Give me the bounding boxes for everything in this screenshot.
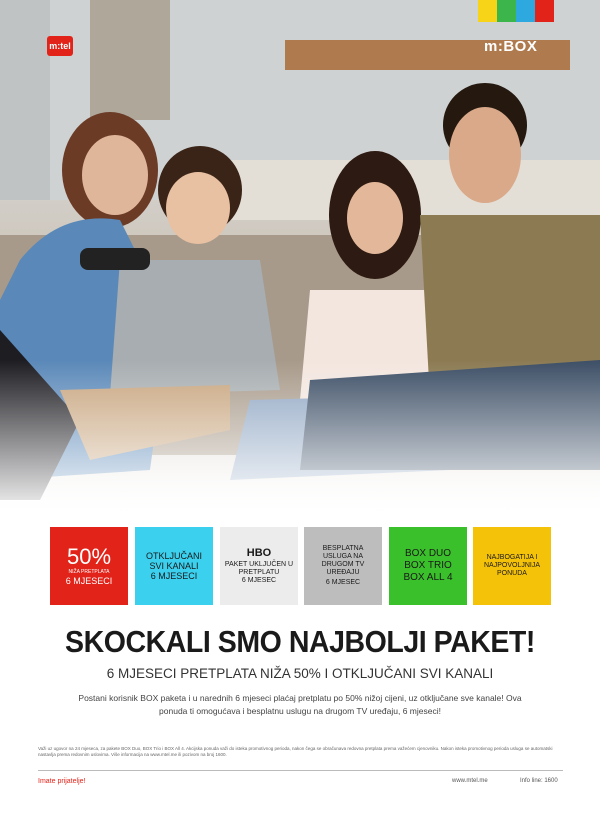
- footer-info-line: Info line: 1600: [520, 778, 558, 784]
- tile-second-tv: [304, 527, 382, 605]
- tile-hbo: [220, 527, 298, 605]
- tile-discount-value: 50%: [66, 544, 112, 569]
- tile-packages: [389, 527, 467, 605]
- brand-stripe-yellow: [478, 0, 497, 22]
- headline: SKOCKALI SMO NAJBOLJI PAKET!: [65, 624, 535, 659]
- tile-channels-duration: 6 MJESECI: [150, 571, 198, 581]
- tile-best-offer: [473, 527, 551, 605]
- tile-best-offer-text: NAJBOGATIJA I NAJPOVOLJNIJA PONUDA: [483, 554, 540, 577]
- brand-stripe-blue: [516, 0, 535, 22]
- package-trio: BOX TRIO: [404, 560, 452, 571]
- footer-tagline: Imate prijatelje!: [38, 778, 86, 785]
- brand-stripe-green: [497, 0, 516, 22]
- tile-channels-text: OTKLJUČANI SVI KANALI: [145, 551, 202, 571]
- tile-channels: [135, 527, 213, 605]
- subheadline: 6 MJESECI PRETPLATA NIŽA 50% I OTKLJUČANI SVI KANALI: [106, 666, 494, 681]
- tile-discount-duration: 6 MJESECI: [65, 576, 113, 586]
- tile-discount: [50, 527, 128, 605]
- tile-second-tv-duration: 6 MJESEC: [325, 579, 361, 586]
- footer-divider: [38, 770, 563, 771]
- mtel-logo: m:tel: [47, 36, 73, 56]
- offer-description: Postani korisnik BOX paketa i u narednih 6 mjeseci plaćaj pretplatu po 50% nižoj cijeni, uz otključane sve kanale! Ova ponuda ti omogućava i besplatnu uslugu na drugom TV uređaju, 6 mjeseci!: [78, 693, 522, 716]
- package-duo: BOX DUO: [404, 548, 452, 559]
- package-all4: BOX ALL 4: [403, 572, 453, 583]
- tile-hbo-duration: 6 MJESEC: [241, 577, 277, 584]
- hbo-logo: HBO: [246, 547, 272, 559]
- brand-stripe-red: [535, 0, 554, 22]
- tile-discount-caption: NIŽA PRETPLATA: [68, 569, 110, 575]
- footer-website[interactable]: www.mtel.me: [452, 778, 488, 784]
- mbox-logo: m:BOX: [484, 38, 538, 55]
- tile-second-tv-text: BESPLATNA USLUGA NA DRUGOM TV UREĐAJU: [321, 545, 365, 576]
- photo-fade: [0, 360, 600, 520]
- fine-print: Važi uz ugovor na 24 mjeseca, za pakete BOX Duo, BOX Trio i BOX All 4. Akcijska ponuda važi do isteka promotivnog perioda, nakon čega se obračunava redovna pretplata prema važećem cjenovniku. Nakon isteka promotivnog perioda usluga se automatski nastavlja prema redovnim uslovima. Više informacija na www.mtel.me ili pozivom na broj 1600.: [38, 746, 553, 757]
- tile-hbo-text: PAKET UKLJUČEN U PRETPLATU: [224, 561, 294, 576]
